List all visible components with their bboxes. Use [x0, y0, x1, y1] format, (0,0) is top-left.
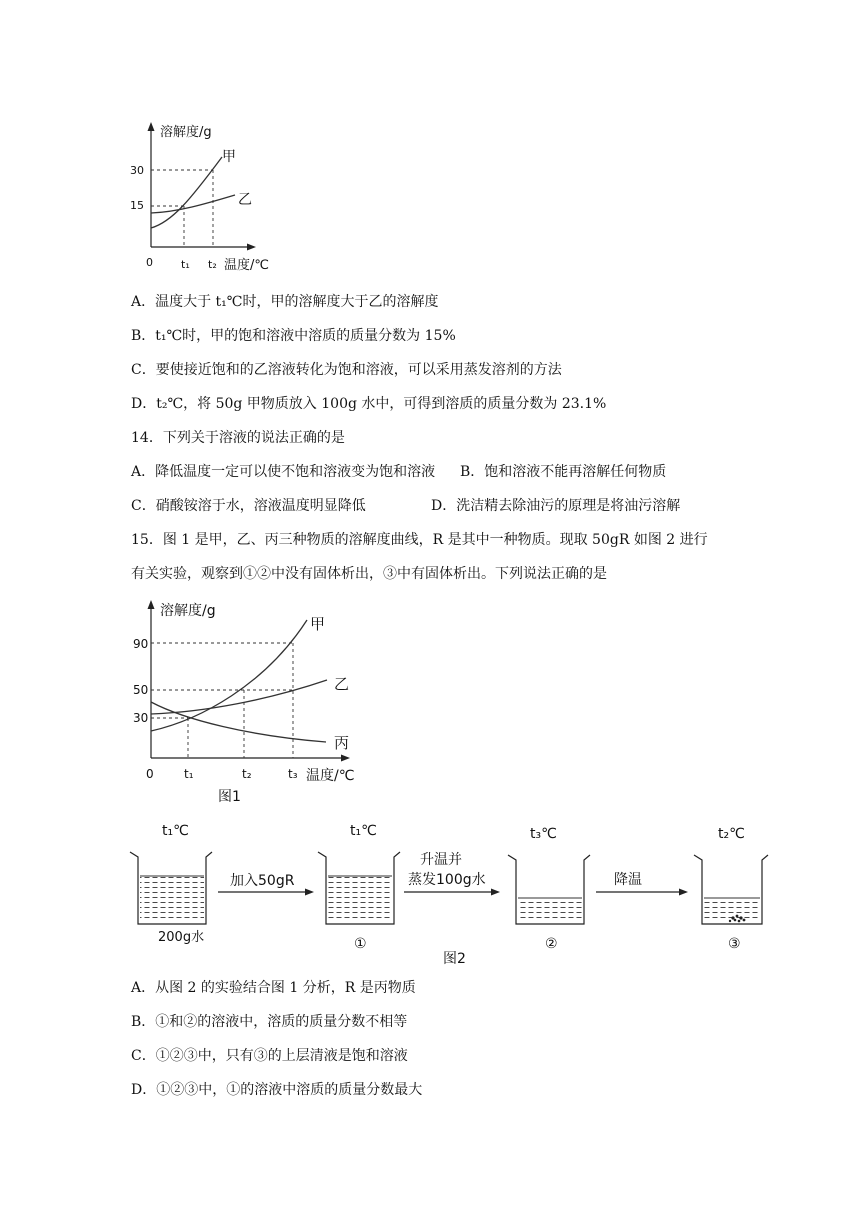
y-tick-label: 90 — [133, 637, 149, 651]
origin-label: 0 — [146, 256, 153, 269]
series-label: 乙 — [334, 675, 350, 693]
arrow-add — [218, 873, 314, 896]
y-axis-arrow — [148, 122, 155, 131]
curve-jia — [151, 620, 307, 731]
q13-option-c: C．要使接近饱和的乙溶液转化为饱和溶液，可以采用蒸发溶剂的方法 — [131, 362, 562, 378]
figure-caption: 图2 — [443, 951, 466, 967]
x-tick-label: t₁ — [181, 258, 190, 271]
beaker-number: ① — [354, 936, 367, 952]
q15-stem-line1: 15．图 1 是甲，乙、丙三种物质的溶解度曲线，R 是其中一种物质。现取 50gR 如图 2 进行 — [131, 532, 708, 548]
beaker-temp: t₁℃ — [350, 823, 377, 839]
beaker-2 — [508, 826, 590, 952]
q15-option-b: B．①和②的溶液中，溶质的质量分数不相等 — [131, 1014, 408, 1030]
beaker-initial — [130, 823, 212, 945]
beaker-temp: t₂℃ — [718, 826, 745, 842]
q15-option-a: A．从图 2 的实验结合图 1 分析，R 是丙物质 — [131, 980, 416, 996]
beaker-3 — [694, 826, 768, 952]
series-label: 丙 — [334, 734, 350, 752]
curve-yi — [151, 195, 235, 213]
q14-option-b: B．饱和溶液不能再溶解任何物质 — [460, 464, 667, 480]
liquid — [328, 876, 392, 922]
arrow-label: 加入50gR — [230, 873, 295, 889]
arrow-label: 降温 — [614, 872, 642, 888]
y-tick-label: 50 — [133, 683, 149, 697]
x-axis-label: 温度/℃ — [306, 768, 355, 784]
x-axis-arrow — [247, 244, 256, 251]
beaker-temp: t₁℃ — [162, 823, 189, 839]
q15-option-c: C．①②③中，只有③的上层清液是饱和溶液 — [131, 1048, 408, 1064]
q14-option-a: A．降低温度一定可以使不饱和溶液变为饱和溶液 — [131, 464, 436, 480]
figure-caption: 图1 — [218, 789, 241, 805]
beaker-temp: t₃℃ — [530, 826, 557, 842]
curve-yi — [151, 680, 327, 714]
x-tick-label: t₂ — [208, 258, 217, 271]
arrow-cool — [596, 872, 688, 896]
liquid — [140, 876, 204, 922]
series-label: 甲 — [310, 615, 326, 633]
q15-stem-line2: 有关实验，观察到①②中没有固体析出，③中有固体析出。下列说法正确的是 — [131, 566, 607, 582]
liquid — [518, 898, 582, 922]
q14-option-c: C．硝酸铵溶于水，溶液温度明显降低 — [131, 498, 366, 514]
q13-option-b: B．t₁℃时，甲的饱和溶液中溶质的质量分数为 15% — [131, 328, 456, 344]
x-axis-arrow — [341, 755, 350, 762]
experiment-diagram-figure2 — [125, 812, 775, 972]
curve-jia — [151, 157, 222, 228]
water-label: 200g水 — [158, 930, 205, 945]
series-label: 乙 — [238, 192, 252, 208]
curve-bing — [151, 702, 326, 742]
x-tick-label: t₁ — [184, 767, 194, 781]
x-axis-label: 温度/℃ — [224, 258, 269, 273]
y-tick-label: 30 — [130, 164, 144, 177]
origin-label: 0 — [146, 767, 154, 781]
y-axis-arrow — [148, 600, 155, 609]
beaker-number: ② — [545, 936, 558, 952]
y-axis-label: 溶解度/g — [160, 125, 212, 140]
q14-stem: 14．下列关于溶液的说法正确的是 — [131, 430, 345, 446]
arrow-label: 升温并 — [420, 852, 462, 868]
series-label: 甲 — [222, 149, 236, 165]
solubility-chart-figure1 — [130, 594, 380, 808]
arrow-heat-evaporate — [404, 852, 500, 896]
beaker-number: ③ — [728, 936, 741, 952]
x-tick-label: t₂ — [242, 767, 252, 781]
y-axis-label: 溶解度/g — [160, 603, 216, 619]
q15-option-d: D．①②③中，①的溶液中溶质的质量分数最大 — [131, 1082, 423, 1098]
x-tick-label: t₃ — [288, 767, 298, 781]
q14-option-d: D．洗洁精去除油污的原理是将油污溶解 — [431, 498, 681, 514]
y-tick-label: 15 — [130, 199, 144, 212]
solubility-chart-q13 — [130, 118, 290, 276]
q13-option-a: A．温度大于 t₁℃时，甲的溶解度大于乙的溶解度 — [131, 294, 439, 310]
q13-option-d: D．t₂℃，将 50g 甲物质放入 100g 水中，可得到溶质的质量分数为 23.1% — [131, 396, 607, 412]
arrow-label: 蒸发100g水 — [408, 872, 486, 888]
beaker-1 — [318, 823, 400, 952]
y-tick-label: 30 — [133, 711, 149, 725]
